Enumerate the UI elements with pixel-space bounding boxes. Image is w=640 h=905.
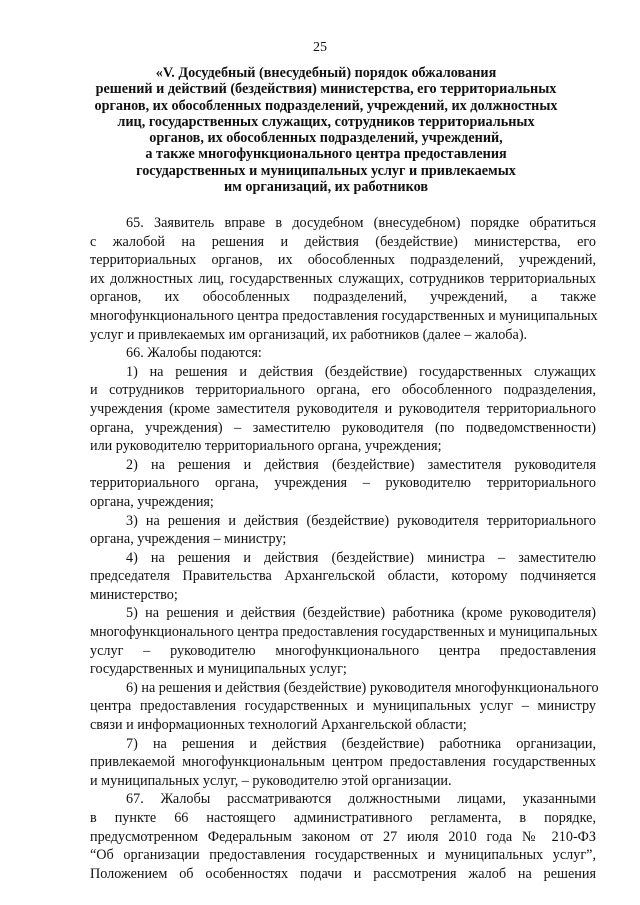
text-line: 3) на решения и действия (бездействие) руководителя территориального: [126, 512, 596, 529]
paragraph-67: [90, 790, 596, 883]
text-line: привлекаемой многофункциональным центром предоставления государственных: [90, 754, 596, 771]
text-line: связи и информационных технологий Архангельской области;: [90, 717, 467, 734]
text-line: территориальных органов, их обособленных подразделений, учреждений,: [90, 252, 596, 269]
heading-line: решений и действий (бездействия) министерства, его территориальных: [95, 81, 557, 98]
section-heading: [70, 65, 582, 195]
list-item-66-5: [90, 604, 596, 678]
page-number: 25: [313, 40, 327, 55]
list-item-66-6: [90, 679, 599, 735]
text-line: учреждения (кроме заместителя руководителя и руководителя территориального: [90, 400, 596, 417]
text-line: 7) на решения и действия (бездействие) работника организации,: [126, 735, 596, 752]
heading-line: органов, их обособленных подразделений, учреждений, их должностных: [94, 97, 558, 114]
heading-line: лиц, государственных служащих, сотрудников территориальных: [117, 113, 535, 130]
list-item-66-1: [90, 363, 596, 456]
text-line: 65. Заявитель вправе в досудебном (внесудебном) порядке обратиться: [126, 215, 596, 231]
heading-line: государственных и муниципальных услуг и привлекаемых: [136, 162, 516, 179]
text-line: центра предоставления государственных и муниципальных услуг – министру: [90, 698, 596, 715]
text-line: органа, учреждения) – заместителю руководителя (по подведомственности): [90, 419, 596, 436]
text-line: 5) на решения и действия (бездействие) работника (кроме руководителя): [126, 605, 596, 622]
text-line: предусмотренном Федеральным законом от 27 июля 2010 года № 210-ФЗ: [90, 828, 596, 845]
text-line: с жалобой на решения и действия (бездействие) министерства, его: [90, 233, 596, 250]
text-line: “Об организации предоставления государственных и муниципальных услуг”,: [90, 847, 596, 864]
document-body: [90, 214, 599, 883]
text-line: их должностных лиц, государственных служащих, сотрудников территориальных: [90, 270, 596, 287]
paragraph-65: [90, 214, 596, 344]
text-line: 4) на решения и действия (бездействие) министра – заместителю: [126, 549, 596, 566]
text-line: 1) на решения и действия (бездействие) государственных служащих: [126, 363, 596, 380]
paragraph-66: [90, 344, 596, 363]
text-line: органа, учреждения – министру;: [90, 531, 287, 548]
text-line: 2) на решения и действия (бездействие) заместителя руководителя: [126, 456, 596, 473]
text-line: государственных и муниципальных услуг;: [90, 661, 347, 678]
text-line: и муниципальных услуг, – руководителю этой организации.: [90, 772, 452, 789]
text-line: Положением об особенностях подачи и рассмотрения жалоб на решения: [90, 865, 596, 882]
heading-line: «V. Досудебный (внесудебный) порядок обжалования: [155, 65, 497, 81]
text-line: территориального органа, учреждения – руководителю территориального: [90, 475, 596, 492]
list-item-66-3: [90, 512, 596, 549]
text-line: председателя Правительства Архангельской области, которому подчиняется: [90, 568, 596, 585]
text-line: в пункте 66 настоящего административного регламента, в порядке,: [90, 810, 596, 826]
text-line: органа, учреждения;: [90, 493, 214, 510]
text-line: услуг – руководителю многофункционального центра предоставления: [90, 642, 596, 659]
heading-line: а также многофункционального центра предоставления: [145, 146, 507, 163]
text-line: многофункционального центра предоставления государственных и муниципальных: [90, 307, 598, 324]
text-line: услуг и привлекаемых им организаций, их работников (далее – жалоба).: [90, 326, 528, 343]
text-line: или руководителю территориального органа, учреждения;: [90, 438, 442, 455]
text-line: министерство;: [90, 586, 178, 603]
text-line: многофункционального центра предоставления государственных и муниципальных: [90, 624, 598, 641]
text-line: органов, их обособленных подразделений, учреждений, а также: [90, 289, 596, 306]
text-line: 6) на решения и действия (бездействие) руководителя многофункционального: [126, 679, 599, 696]
list-item-66-2: [90, 456, 596, 512]
heading-line: органов, их обособленных подразделений, учреждений,: [149, 130, 503, 147]
text-line: 66. Жалобы подаются:: [126, 345, 262, 362]
text-line: 67. Жалобы рассматриваются должностными лицами, указанными: [126, 791, 596, 808]
heading-line: им организаций, их работников: [224, 179, 428, 196]
list-item-66-4: [90, 549, 596, 605]
list-item-66-7: [90, 735, 596, 791]
text-line: и сотрудников территориального органа, его обособленного подразделения,: [90, 382, 596, 399]
